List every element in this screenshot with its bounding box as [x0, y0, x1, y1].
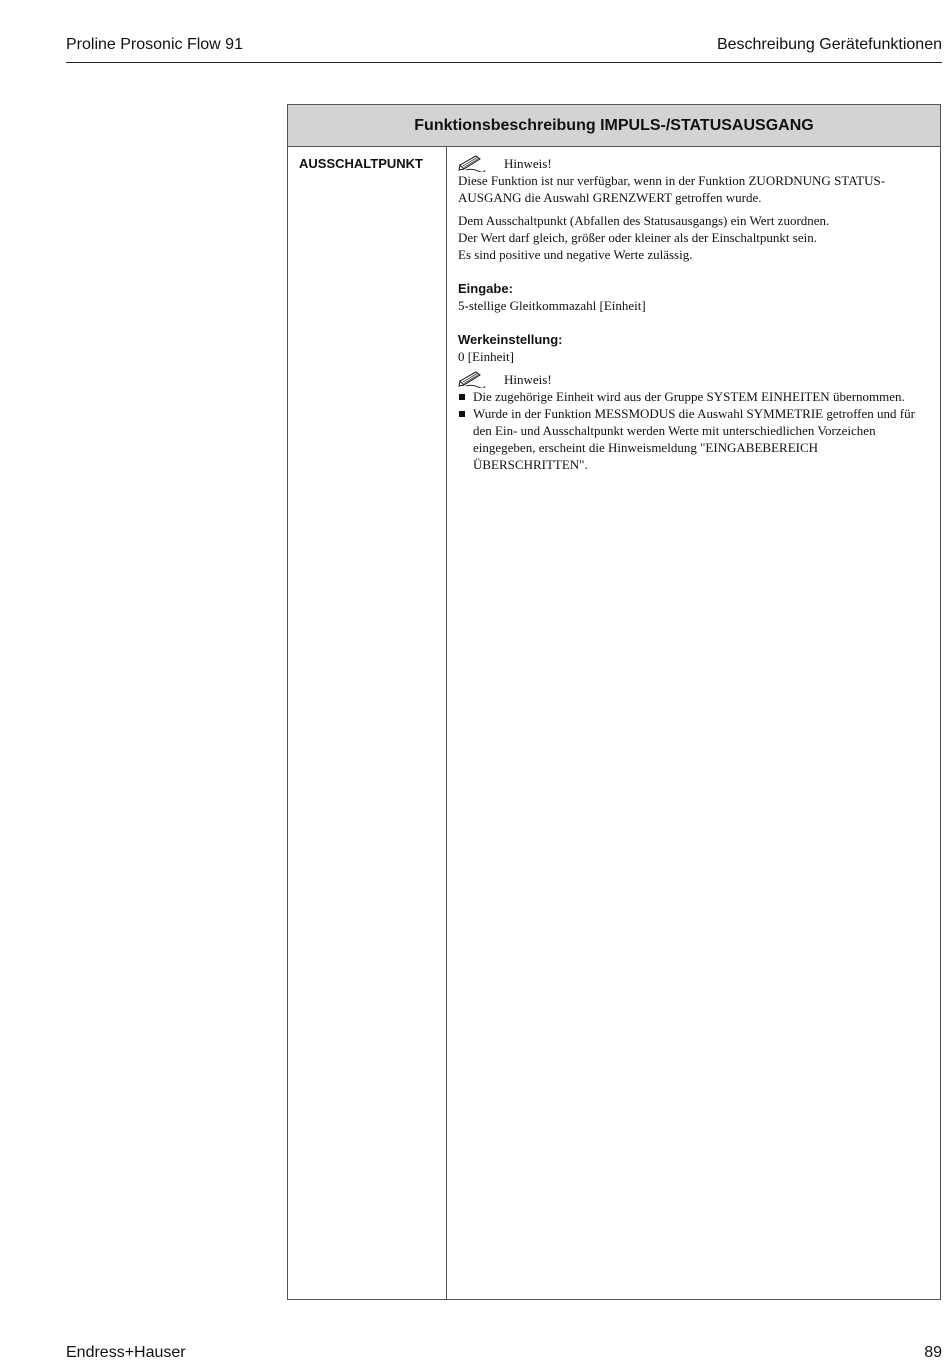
- page-number: 89: [924, 1344, 942, 1361]
- bullet-square-icon: [459, 394, 465, 400]
- table-title: Funktionsbeschreibung IMPULS-/STATUSAUSGANG: [288, 105, 940, 147]
- function-name: AUSSCHALTPUNKT: [299, 156, 423, 171]
- bullet-square-icon: [459, 411, 465, 417]
- description-line: Dem Ausschaltpunkt (Abfallen des Statusausgangs) ein Wert zuordnen.: [458, 213, 830, 228]
- header-section-title: Beschreibung Gerätefunktionen: [716, 36, 942, 53]
- pencil-note-icon: [458, 155, 486, 172]
- input-label: Eingabe:: [458, 281, 513, 296]
- input-value: 5-stellige Gleitkommazahl [Einheit]: [458, 298, 646, 313]
- page-header: [66, 34, 942, 63]
- list-item: [458, 388, 930, 405]
- description-line: Der Wert darf gleich, größer oder kleiner als der Einschaltpunkt sein.: [458, 230, 817, 245]
- default-value: 0 [Einheit]: [458, 349, 514, 364]
- function-description-table: [287, 104, 941, 1300]
- footer-brand: Endress+Hauser: [66, 1344, 186, 1361]
- default-label: Werkeinstellung:: [458, 332, 563, 347]
- header-product-title: Proline Prosonic Flow 91: [66, 36, 243, 53]
- note-text: Diese Funktion ist nur verfügbar, wenn in der Funktion ZUORDNUNG STATUS-AUSGANG die Auswahl GRENZWERT getroffen wurde.: [458, 173, 886, 205]
- note-bullet-list: [458, 388, 930, 473]
- list-item-text: Wurde in der Funktion MESSMODUS die Auswahl SYMMETRIE getroffen und für den Ein- und Ausschaltpunkt werden Werte mit unterschiedlichen Vorzeichen eingegeben, erscheint die Hinweismeldung "EINGABEBEREICH ÜBERSCHRITTEN".: [473, 406, 915, 472]
- list-item-text: Die zugehörige Einheit wird aus der Gruppe SYSTEM EINHEITEN übernommen.: [473, 389, 905, 404]
- function-description-cell: [458, 155, 930, 473]
- list-item: [458, 405, 930, 473]
- note-heading: [458, 155, 930, 172]
- description-line: Es sind positive und negative Werte zulässig.: [458, 247, 693, 262]
- note-label: Hinweis!: [504, 156, 552, 171]
- note-heading: [458, 371, 930, 388]
- note-label: Hinweis!: [504, 372, 552, 387]
- function-name-cell: [288, 147, 447, 1299]
- pencil-note-icon: [458, 371, 486, 388]
